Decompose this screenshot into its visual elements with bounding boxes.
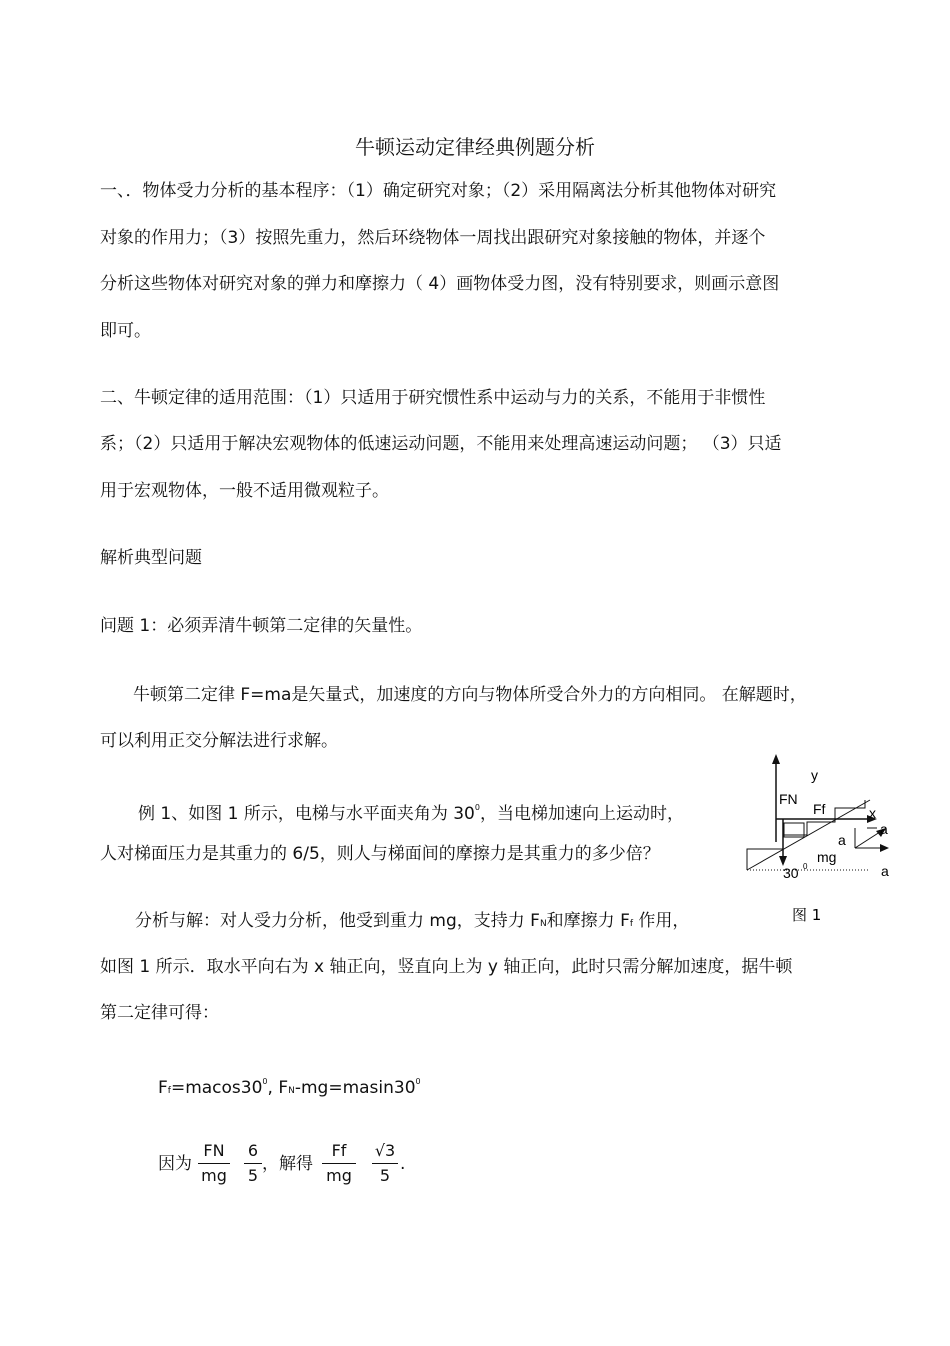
fraction-sqrt3-denominator: 5 [379,1166,391,1185]
end-period: . [400,1154,406,1174]
escalator-slope [747,800,870,870]
fraction-6-numerator: 6 [247,1141,259,1160]
problem1-intro-line1: 牛顿第二定律 F=ma是矢量式，加速度的方向与物体所受合外力的方向相同。 在解题时， [133,685,807,705]
example1-line1 [138,797,684,825]
x-label: x [869,805,876,821]
eq-deg1: 0 [262,1077,268,1086]
fraction-fn-denominator: mg [201,1166,227,1185]
problem1-heading: 问题 1：必须弄清牛顿第二定律的矢量性。 [100,616,423,636]
analysis-text-c: 作用， [633,911,690,931]
section1-line1: 一、．物体受力分析的基本程序：（1）确定研究对象；（2）采用隔离法分析其他物体对研究 [100,181,777,201]
eq-comma-f: , F [267,1078,289,1098]
fraction-ff-denominator: mg [326,1166,352,1185]
fraction-ff-mg [322,1141,356,1186]
fraction-fn-mg [198,1141,230,1186]
y-label: y [811,767,818,783]
figure-caption: 图 1 [792,906,822,924]
fraction-5-denominator: 5 [247,1166,259,1185]
section1-line4: 即可。 [100,321,151,341]
section2-line1: 二、牛顿定律的适用范围：（1）只适用于研究惯性系中运动与力的关系，不能用于非惯性 [100,388,766,408]
fn-label: FN [779,791,798,807]
figure-1-diagram [745,752,905,932]
example1-degree: 0 [474,803,480,812]
angle-degree: 0 [803,862,808,871]
example1-line2: 人对梯面压力是其重力的 6/5，则人与梯面间的摩擦力是其重力的多少倍？ [100,844,660,864]
typical-problems-heading: 解析典型问题 [100,548,202,568]
eq-masin: -mg=masin30 [294,1078,416,1098]
eq-sub-f: f [167,1086,171,1096]
eq-f: F [158,1078,168,1098]
y-arrowhead [772,754,780,764]
section1-line3: 分析这些物体对研究对象的弹力和摩擦力（ 4）画物体受力图，没有特别要求，则画示意图 [100,274,780,294]
fraction-fn-numerator: FN [203,1141,225,1160]
page-title: 牛顿运动定律经典例题分析 [355,135,595,159]
a-label-2: a [838,832,846,848]
analysis-line1 [135,910,689,935]
example1-text-a: 例 1、如图 1 所示，电梯与水平面夹角为 30 [138,804,475,824]
a-label-3: a [881,863,889,879]
equation-1 [158,1071,421,1102]
analysis-sub-n: N [539,919,547,929]
section2-line3: 用于宏观物体，一般不适用微观粒子。 [100,481,389,501]
because-label: 因为 [158,1154,192,1174]
section1-line2: 对象的作用力；（3）按照先重力，然后环绕物体一周找出跟研究对象接触的物体，并逐个 [100,228,766,248]
solve-label: ，解得 [262,1154,313,1174]
example1-text-b: ，当电梯加速向上运动时， [479,804,684,824]
eq-deg2: 0 [415,1077,421,1086]
fraction-sqrt3-5 [372,1141,398,1186]
angle-label: 30 [783,865,799,881]
ff-label: Ff [813,801,826,817]
eq-sub-n: N [288,1086,295,1096]
analysis-text-b: 和摩擦力 F [546,911,630,931]
fraction-sqrt3-numerator: √3 [374,1141,396,1160]
analysis-line3: 第二定律可得： [100,1003,219,1023]
a-label-1: a [880,821,888,837]
analysis-sub-f: f [629,919,634,929]
fraction-ff-numerator: Ff [331,1141,347,1160]
problem1-intro-line2: 可以利用正交分解法进行求解。 [100,731,338,751]
a-horizontal-arrowhead [880,844,889,852]
fraction-6-5 [244,1141,262,1186]
section2-line2: 系；（2）只适用于解决宏观物体的低速运动问题，不能用来处理高速运动问题； （3）只适 [100,434,782,454]
eq-macos: =macos30 [170,1078,263,1098]
mg-label: mg [817,849,837,865]
analysis-line2: 如图 1 所示．取水平向右为 x 轴正向，竖直向上为 y 轴正向，此时只需分解加速度，据牛顿 [100,957,793,977]
analysis-text-a: 分析与解：对人受力分析，他受到重力 mg，支持力 F [135,911,540,931]
